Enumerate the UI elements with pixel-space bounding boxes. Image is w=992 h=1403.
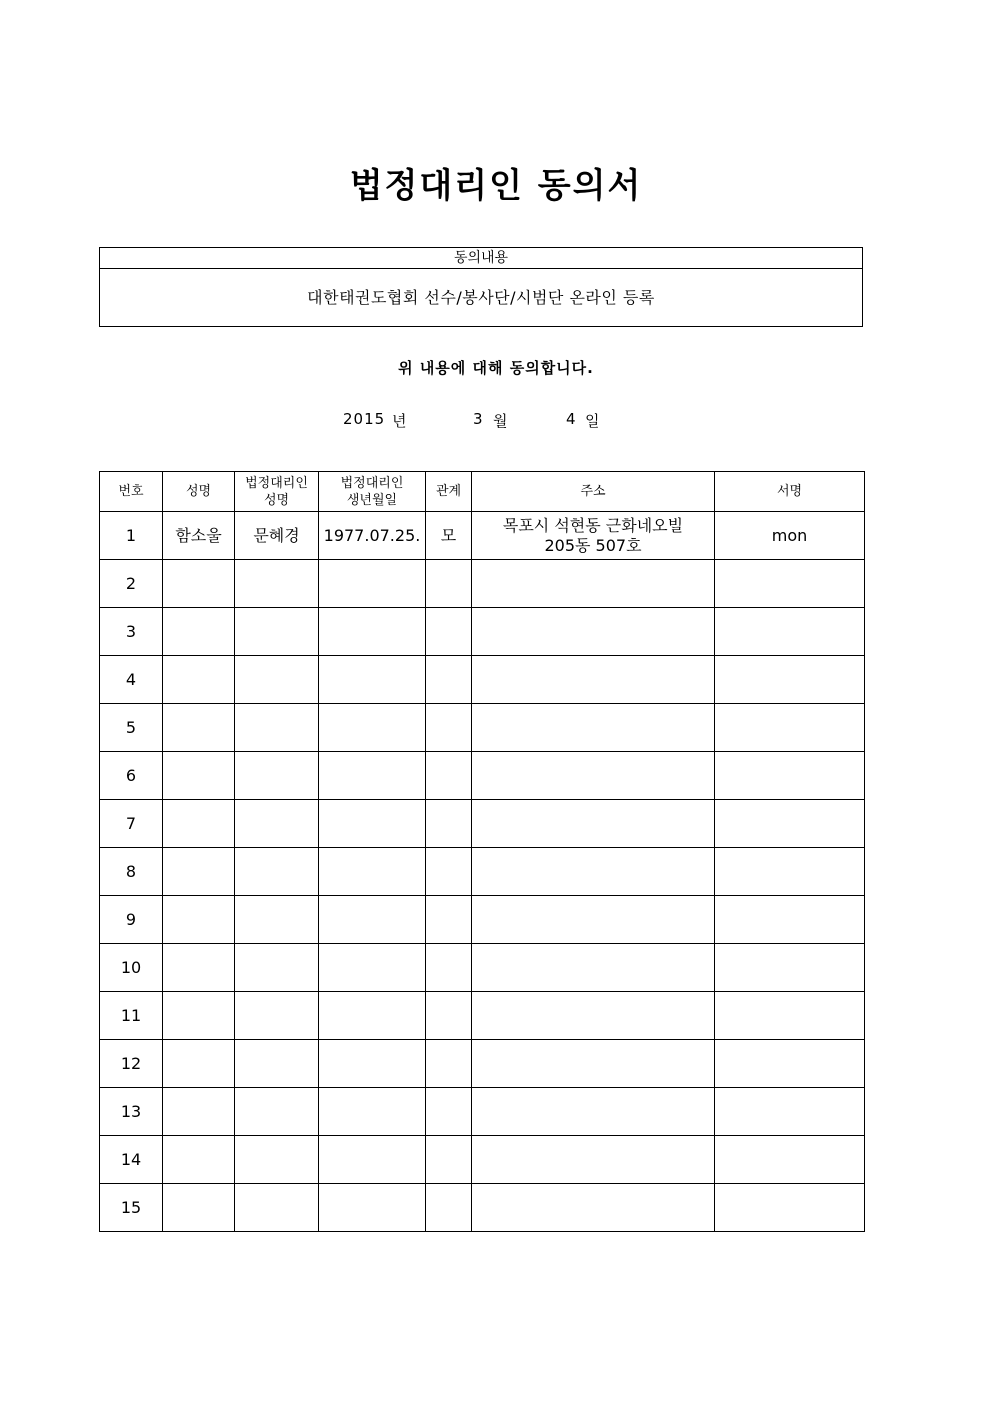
cell-guardian-birth <box>319 1040 426 1088</box>
cell-address <box>472 848 715 896</box>
cell-guardian-name <box>235 800 319 848</box>
cell-guardian-name <box>235 704 319 752</box>
cell-relation <box>426 704 472 752</box>
date-day-unit: 일 <box>585 412 601 430</box>
cell-address <box>472 560 715 608</box>
cell-name <box>163 1040 235 1088</box>
cell-address <box>472 512 715 560</box>
cell-relation <box>426 800 472 848</box>
cell-relation <box>426 656 472 704</box>
header-name: 성명 <box>163 472 235 512</box>
cell-signature <box>715 1040 865 1088</box>
cell-name <box>163 896 235 944</box>
cell-signature <box>715 848 865 896</box>
date-line <box>0 410 992 432</box>
cell-name <box>163 944 235 992</box>
table-row <box>100 512 865 560</box>
header-guardian-name-line2: 성명 <box>263 492 290 508</box>
cell-address <box>472 608 715 656</box>
date-year-unit: 년 <box>392 412 408 430</box>
cell-number: 7 <box>100 800 163 848</box>
cell-guardian-name <box>235 992 319 1040</box>
table-row <box>100 800 865 848</box>
cell-guardian-birth: 1977.07.25. <box>319 512 426 560</box>
cell-guardian-name <box>235 848 319 896</box>
consent-header: 동의내용 <box>100 248 862 269</box>
header-guardian-name-line1: 법정대리인 <box>245 475 308 491</box>
cell-guardian-birth <box>319 1136 426 1184</box>
cell-name <box>163 848 235 896</box>
cell-guardian-name <box>235 1040 319 1088</box>
cell-signature <box>715 800 865 848</box>
date-year: 2015 <box>343 410 386 428</box>
cell-guardian-birth <box>319 1088 426 1136</box>
cell-signature <box>715 944 865 992</box>
header-relation: 관계 <box>426 472 472 512</box>
table-row <box>100 1136 865 1184</box>
cell-signature <box>715 608 865 656</box>
cell-relation <box>426 608 472 656</box>
cell-relation <box>426 1088 472 1136</box>
cell-name <box>163 992 235 1040</box>
cell-address <box>472 800 715 848</box>
cell-address-line2: 205동 507호 <box>544 535 642 555</box>
cell-relation: 모 <box>426 512 472 560</box>
cell-relation <box>426 848 472 896</box>
cell-guardian-birth <box>319 944 426 992</box>
cell-address <box>472 1088 715 1136</box>
table-row <box>100 608 865 656</box>
document-title: 법정대리인 동의서 <box>349 166 643 206</box>
table-header-row <box>100 472 865 512</box>
cell-guardian-birth <box>319 848 426 896</box>
cell-relation <box>426 1040 472 1088</box>
cell-guardian-name <box>235 608 319 656</box>
cell-number: 8 <box>100 848 163 896</box>
cell-address <box>472 1136 715 1184</box>
consent-box <box>99 247 863 327</box>
cell-address-line1: 목포시 석현동 근화네오빌 <box>502 515 684 535</box>
cell-relation <box>426 752 472 800</box>
cell-number: 11 <box>100 992 163 1040</box>
cell-guardian-birth <box>319 560 426 608</box>
cell-number: 4 <box>100 656 163 704</box>
cell-signature <box>715 1184 865 1232</box>
cell-number: 14 <box>100 1136 163 1184</box>
table-row <box>100 560 865 608</box>
cell-number: 9 <box>100 896 163 944</box>
consent-content: 대한태권도협회 선수/봉사단/시범단 온라인 등록 <box>307 288 655 307</box>
cell-address <box>472 1184 715 1232</box>
cell-name <box>163 1088 235 1136</box>
table-row <box>100 656 865 704</box>
table-row <box>100 1040 865 1088</box>
cell-guardian-name <box>235 752 319 800</box>
agreement-statement: 위 내용에 대해 동의합니다. <box>398 359 594 377</box>
cell-signature <box>715 1136 865 1184</box>
cell-guardian-birth <box>319 656 426 704</box>
cell-relation <box>426 1136 472 1184</box>
roster-table <box>99 471 865 1232</box>
cell-guardian-name <box>235 1088 319 1136</box>
cell-address <box>472 656 715 704</box>
cell-guardian-name <box>235 896 319 944</box>
header-address: 주소 <box>472 472 715 512</box>
cell-signature <box>715 704 865 752</box>
cell-address <box>472 704 715 752</box>
table-row <box>100 944 865 992</box>
cell-name <box>163 1184 235 1232</box>
cell-guardian-name <box>235 1136 319 1184</box>
header-guardian-birth <box>319 472 426 512</box>
cell-relation <box>426 896 472 944</box>
cell-guardian-birth <box>319 800 426 848</box>
cell-number: 5 <box>100 704 163 752</box>
cell-relation <box>426 992 472 1040</box>
date-month: 3 <box>473 410 484 428</box>
cell-number: 2 <box>100 560 163 608</box>
cell-number: 13 <box>100 1088 163 1136</box>
cell-guardian-birth <box>319 896 426 944</box>
date-day: 4 <box>566 410 577 428</box>
table-row <box>100 752 865 800</box>
cell-name <box>163 656 235 704</box>
cell-name <box>163 800 235 848</box>
cell-relation <box>426 560 472 608</box>
cell-number: 12 <box>100 1040 163 1088</box>
cell-number: 3 <box>100 608 163 656</box>
date-month-unit: 월 <box>493 412 509 430</box>
cell-signature: mon <box>715 512 865 560</box>
cell-name <box>163 1136 235 1184</box>
cell-address <box>472 896 715 944</box>
cell-name <box>163 704 235 752</box>
cell-number: 6 <box>100 752 163 800</box>
cell-guardian-name: 문혜경 <box>235 512 319 560</box>
cell-address <box>472 752 715 800</box>
cell-guardian-name <box>235 560 319 608</box>
cell-guardian-birth <box>319 1184 426 1232</box>
cell-number: 10 <box>100 944 163 992</box>
cell-signature <box>715 656 865 704</box>
cell-signature <box>715 1088 865 1136</box>
table-row <box>100 1088 865 1136</box>
header-number: 번호 <box>100 472 163 512</box>
cell-guardian-name <box>235 1184 319 1232</box>
table-body <box>100 512 865 1232</box>
cell-relation <box>426 1184 472 1232</box>
table-row <box>100 992 865 1040</box>
cell-guardian-name <box>235 656 319 704</box>
cell-name <box>163 752 235 800</box>
cell-guardian-birth <box>319 704 426 752</box>
table-row <box>100 848 865 896</box>
cell-guardian-name <box>235 944 319 992</box>
header-signature: 서명 <box>715 472 865 512</box>
table-row <box>100 704 865 752</box>
cell-relation <box>426 944 472 992</box>
cell-name <box>163 560 235 608</box>
header-guardian-birth-line1: 법정대리인 <box>340 475 404 491</box>
table-row <box>100 1184 865 1232</box>
table-row <box>100 896 865 944</box>
cell-number: 15 <box>100 1184 163 1232</box>
cell-guardian-birth <box>319 608 426 656</box>
cell-number: 1 <box>100 512 163 560</box>
cell-signature <box>715 560 865 608</box>
cell-name <box>163 608 235 656</box>
header-guardian-name <box>235 472 319 512</box>
cell-signature <box>715 896 865 944</box>
cell-name: 함소울 <box>163 512 235 560</box>
header-guardian-birth-line2: 생년월일 <box>346 492 398 508</box>
cell-guardian-birth <box>319 752 426 800</box>
cell-address <box>472 1040 715 1088</box>
cell-guardian-birth <box>319 992 426 1040</box>
cell-signature <box>715 752 865 800</box>
cell-address <box>472 992 715 1040</box>
cell-address <box>472 944 715 992</box>
cell-signature <box>715 992 865 1040</box>
